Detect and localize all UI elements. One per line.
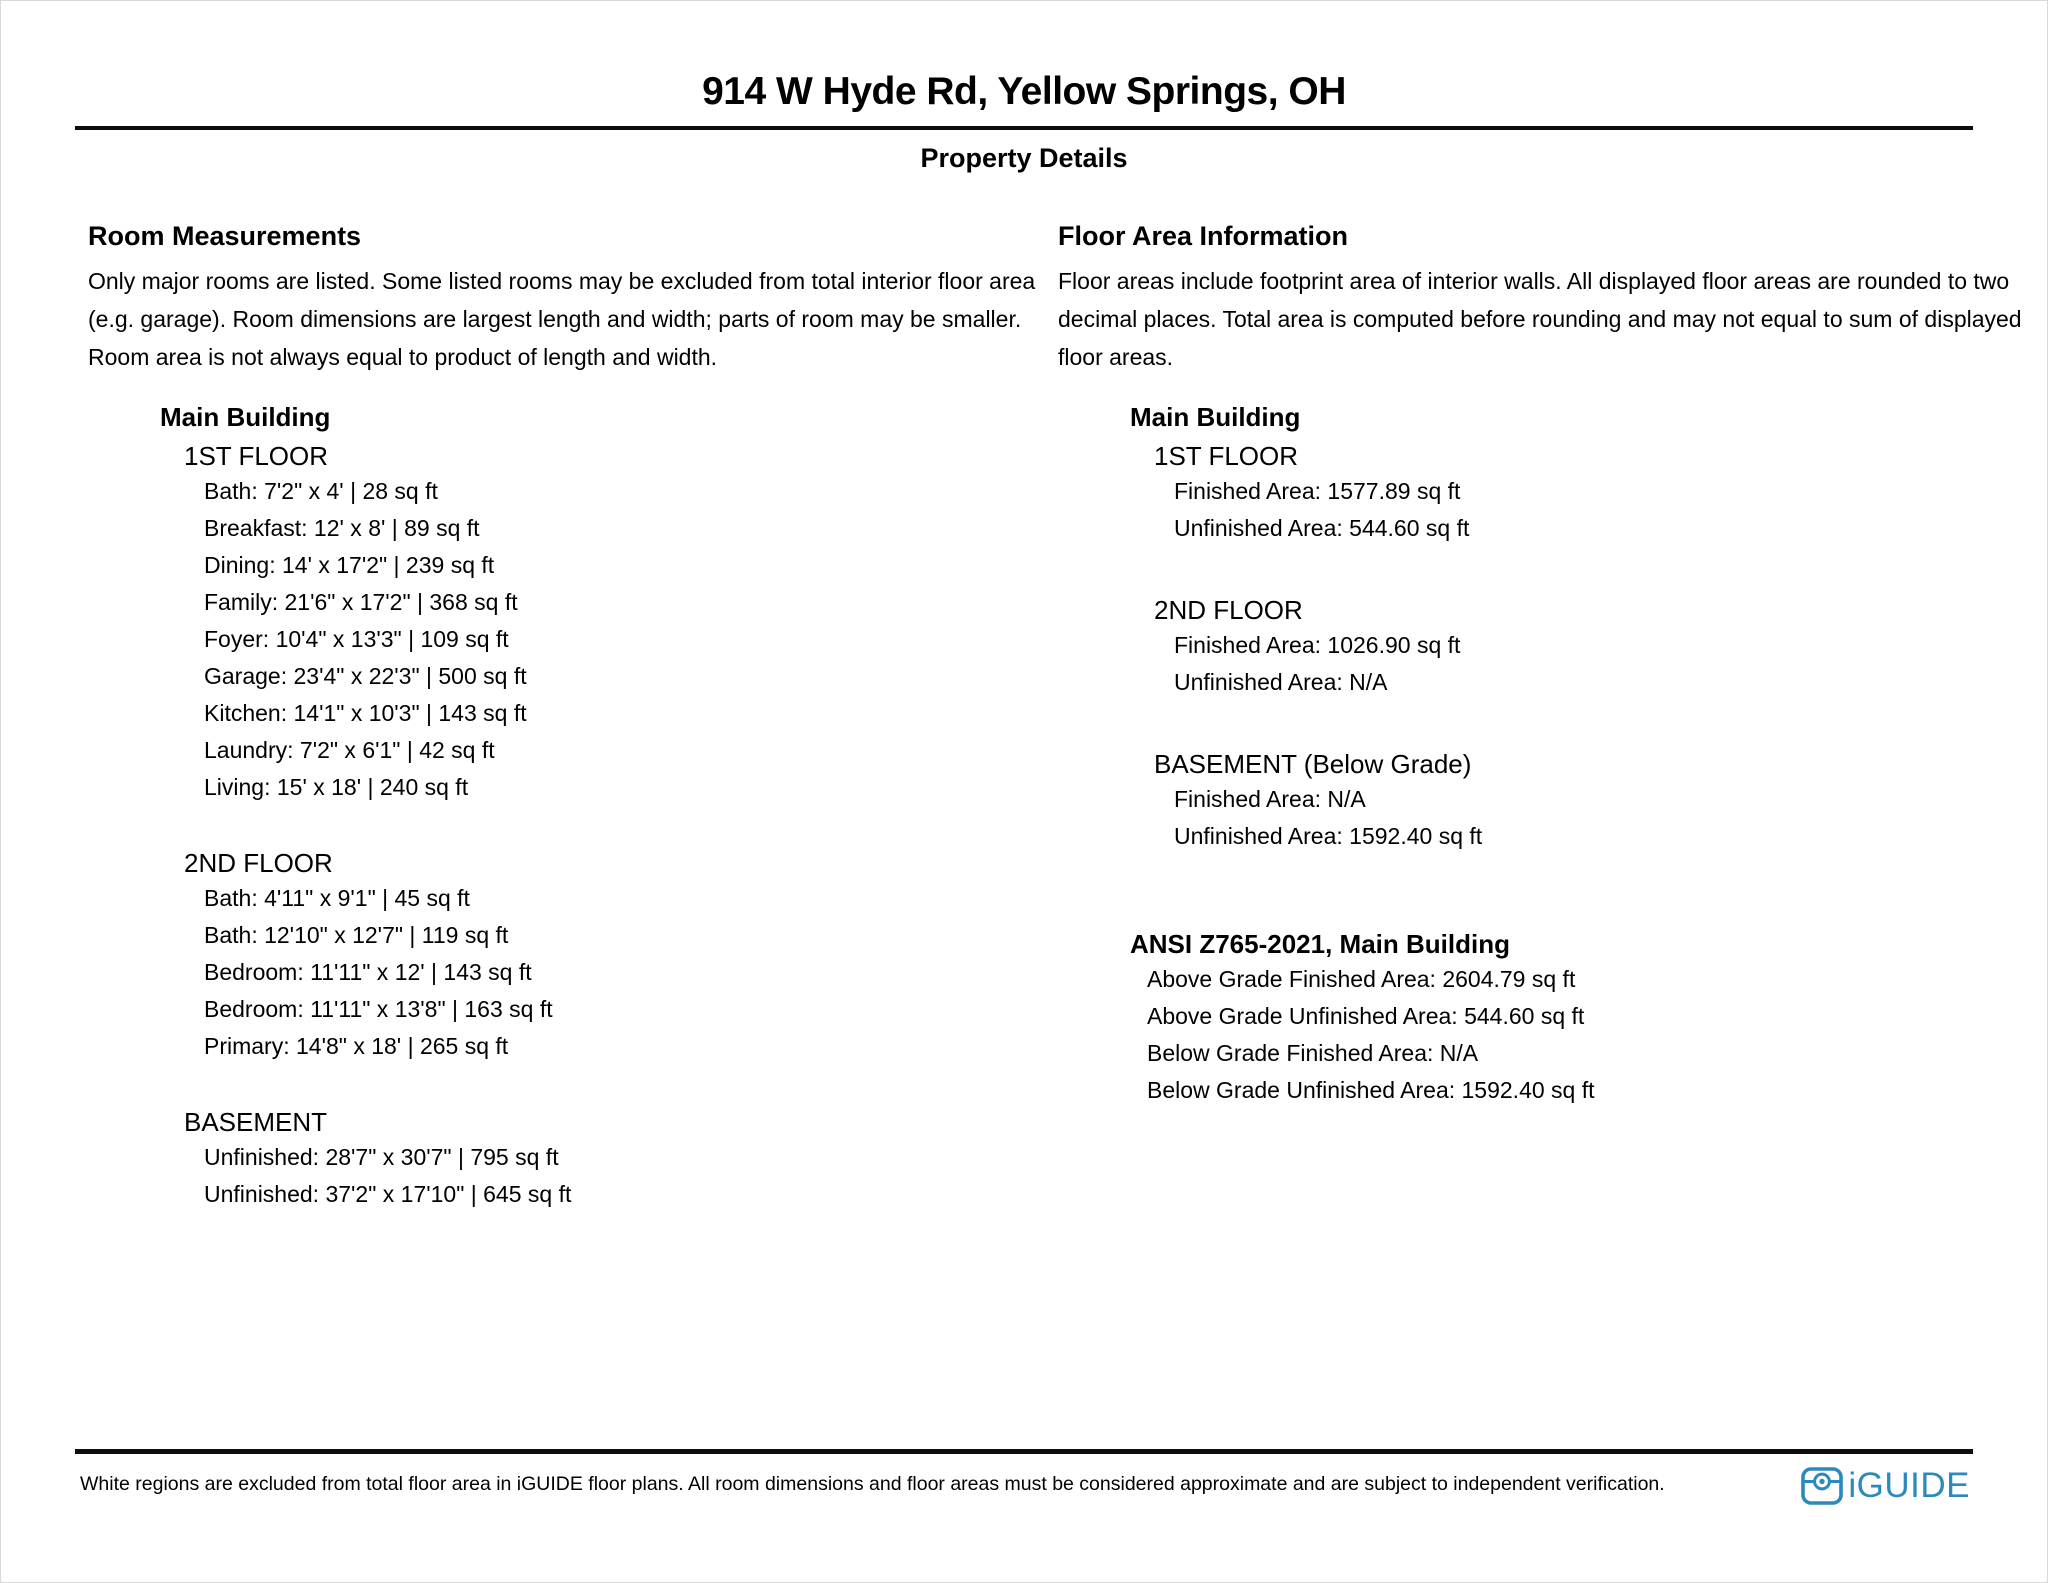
room-measurements-heading: Room Measurements — [88, 221, 362, 251]
room-measurements-description — [88, 262, 1036, 376]
room-measurements-section — [88, 220, 1036, 1213]
iguide-logo-text: iGUIDE — [1848, 1466, 1970, 1505]
description-line: Room area is not always equal to product of length and width. — [88, 344, 718, 370]
room-measurement: Dining: 14' x 17'2" | 239 sq ft — [204, 552, 495, 578]
floor-area-value: Unfinished Area: 544.60 sq ft — [1174, 515, 1470, 541]
footer-disclaimer: White regions are excluded from total floor area in iGUIDE floor plans. All room dimensions and floor areas must be considered approximate and are subject to independent verification. — [80, 1473, 1665, 1495]
floor-area-section — [1058, 220, 2022, 1109]
ansi-area-value: Below Grade Finished Area: N/A — [1147, 1040, 1479, 1066]
room-measurement: Family: 21'6" x 17'2" | 368 sq ft — [204, 589, 518, 615]
building-name: Main Building — [160, 402, 331, 432]
room-measurements-building — [160, 400, 1023, 1213]
page-footer — [0, 1449, 2048, 1506]
floor-area-value: Unfinished Area: N/A — [1174, 669, 1388, 695]
floor-name: 2ND FLOOR — [1154, 595, 1303, 625]
ansi-area-value: Above Grade Unfinished Area: 544.60 sq ft — [1147, 1003, 1585, 1029]
description-line: (e.g. garage). Room dimensions are largest length and width; parts of room may be smaller. — [88, 306, 1022, 332]
area-block-2nd — [1154, 593, 1993, 701]
area-block-basement — [1154, 747, 1993, 855]
content-columns — [0, 220, 2048, 1213]
room-measurement: Garage: 23'4" x 22'3" | 500 sq ft — [204, 663, 527, 689]
room-measurement: Bath: 12'10" x 12'7" | 119 sq ft — [204, 922, 509, 948]
floor-area-heading: Floor Area Information — [1058, 221, 1349, 251]
room-measurement: Kitchen: 14'1" x 10'3" | 143 sq ft — [204, 700, 527, 726]
room-measurement: Living: 15' x 18' | 240 sq ft — [204, 774, 469, 800]
description-line: Floor areas include footprint area of interior walls. All displayed floor areas are rounded to two — [1058, 268, 2010, 294]
page-title: 914 W Hyde Rd, Yellow Springs, OH — [702, 70, 1346, 113]
iguide-logo — [1800, 1466, 1970, 1506]
room-measurement: Primary: 14'8" x 18' | 265 sq ft — [204, 1033, 509, 1059]
description-line: floor areas. — [1058, 344, 1174, 370]
room-measurement: Bath: 4'11" x 9'1" | 45 sq ft — [204, 885, 470, 911]
room-measurement: Unfinished: 37'2" x 17'10" | 645 sq ft — [204, 1181, 572, 1207]
room-measurement: Bedroom: 11'11" x 12' | 143 sq ft — [204, 959, 532, 985]
ansi-area-value: Above Grade Finished Area: 2604.79 sq ft — [1147, 966, 1576, 992]
description-line: Only major rooms are listed. Some listed rooms may be excluded from total interior floor area — [88, 268, 1036, 294]
room-measurement: Bedroom: 11'11" x 13'8" | 163 sq ft — [204, 996, 553, 1022]
floor-block-1st — [184, 439, 1023, 806]
ansi-area-value: Below Grade Unfinished Area: 1592.40 sq ft — [1147, 1077, 1595, 1103]
floor-name: 2ND FLOOR — [184, 848, 333, 878]
building-name: Main Building — [1130, 402, 1301, 432]
room-measurement: Foyer: 10'4" x 13'3" | 109 sq ft — [204, 626, 509, 652]
floor-area-building — [1130, 400, 1993, 855]
floor-name: BASEMENT (Below Grade) — [1154, 749, 1472, 779]
floor-name: 1ST FLOOR — [1154, 441, 1299, 471]
floor-area-description — [1058, 262, 2022, 376]
floor-area-value: Finished Area: 1577.89 sq ft — [1174, 478, 1461, 504]
room-measurement: Unfinished: 28'7" x 30'7" | 795 sq ft — [204, 1144, 559, 1170]
page-subtitle: Property Details — [920, 143, 1128, 173]
floor-area-value: Unfinished Area: 1592.40 sq ft — [1174, 823, 1483, 849]
iguide-camera-icon — [1800, 1466, 1844, 1506]
floor-name: BASEMENT — [184, 1107, 328, 1137]
floor-area-value: Finished Area: 1026.90 sq ft — [1174, 632, 1461, 658]
room-measurement: Laundry: 7'2" x 6'1" | 42 sq ft — [204, 737, 495, 763]
floor-area-value: Finished Area: N/A — [1174, 786, 1366, 812]
room-measurement: Breakfast: 12' x 8' | 89 sq ft — [204, 515, 480, 541]
header-rule — [75, 126, 1973, 130]
footer-row — [80, 1454, 1970, 1506]
room-measurement: Bath: 7'2" x 4' | 28 sq ft — [204, 478, 438, 504]
description-line: decimal places. Total area is computed before rounding and may not equal to sum of displayed — [1058, 306, 2022, 332]
floor-block-2nd — [184, 846, 1023, 1065]
ansi-heading: ANSI Z765-2021, Main Building — [1130, 929, 1510, 959]
floor-name: 1ST FLOOR — [184, 441, 329, 471]
area-block-1st — [1154, 439, 1993, 547]
floor-block-basement — [184, 1105, 1023, 1213]
ansi-section — [1130, 927, 1993, 1109]
